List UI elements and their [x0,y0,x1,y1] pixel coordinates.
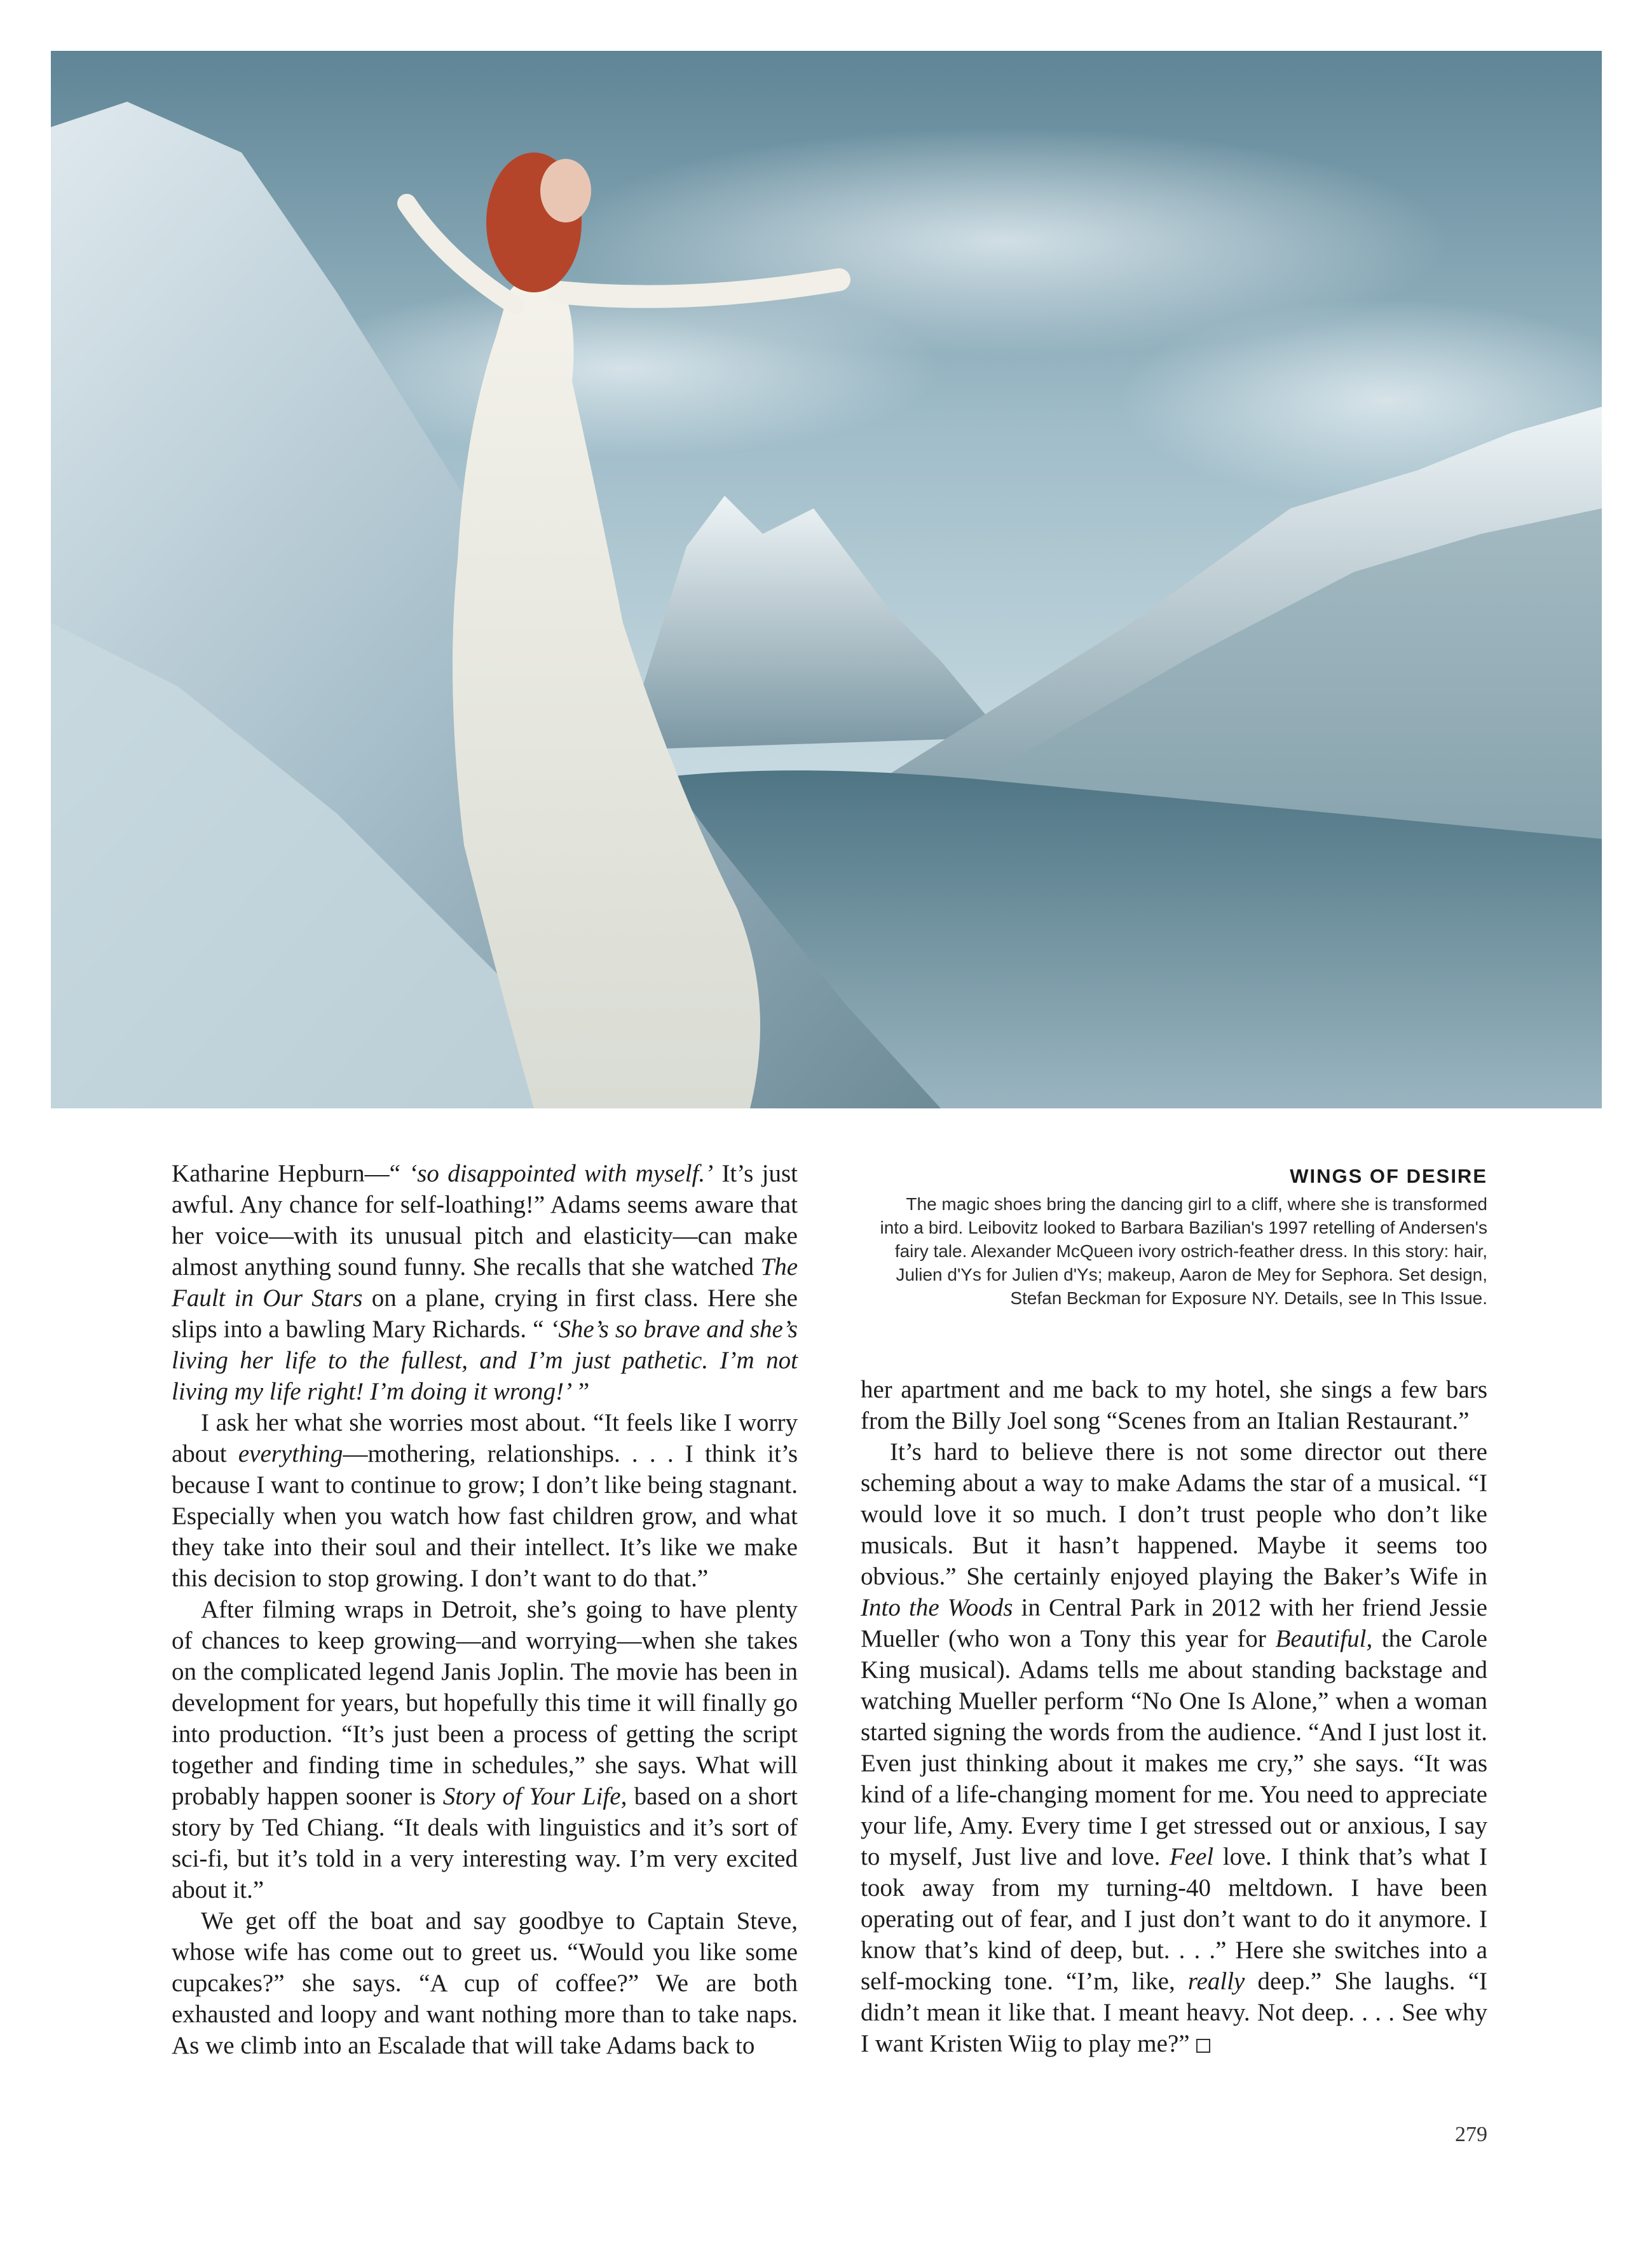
show-title: Beautiful, [1275,1625,1373,1652]
text-span: the Carole King musical). Adams tells me about standing backstage and watching Mueller perform “No One Is Alone,” when a woman started signing the words from the audience. “And I just lost it. Even just thinking about it makes me cry,” she says. “It was kind of a life-changing moment for me. You need to appreciate your life, Amy. Every time I get stressed out or anxious, I say to myself, Just live and love. [861,1625,1487,1870]
end-mark-icon [1196,2039,1210,2053]
text-span: love. I think that’s what I took away from my turning-40 meltdown. I have been operating out of fear, and I just don’t want to do it anymore. I know that’s kind of deep, but. . . .” Here she switches into a self-mocking tone. “I’m, like, [861,1843,1487,1995]
page-number: 279 [1455,2123,1487,2146]
show-title: Into the Woods [861,1594,1013,1621]
article-column-right [861,1374,1487,2059]
italic-word: really [1187,1968,1245,1995]
text-span: in Central Park in 2012 with her friend Jessie Mueller (who won a Tony this year for [861,1594,1487,1652]
text-span: ” [572,1378,590,1405]
italic-word: everything [238,1440,343,1467]
film-title: The Fault in Our Stars [172,1253,798,1312]
text-span: —mothering, relationships. . . . I think it’s because I want to continue to grow; I don’t like being stagnant. Especially when you watch how fast children grow, and what they take into their soul and their intellect. It’s like we make this decision to stop growing. I don’t want to do that.” [172,1440,798,1592]
text-span: I ask her what she worries most about. “It feels like I worry about [172,1409,798,1467]
photo-mountain-lake-illustration [51,51,1602,1108]
italic-quote: ‘so disappointed with myself.’ [409,1160,714,1187]
text-span: deep.” She laughs. “I didn’t mean it like that. I meant heavy. Not deep. . . . See why I want Kristen Wiig to play me?” [861,1968,1487,2057]
text-span: based on a short story by Ted Chiang. “It deals with linguistics and it’s sort of sci-fi, but it’s told in a very interesting way. I’m very excited about it.” [172,1783,798,1903]
italic-word: Feel [1169,1843,1214,1870]
feature-photo [51,51,1602,1108]
photo-caption [877,1163,1487,1310]
paragraph [172,1594,798,1905]
paragraph: her apartment and me back to my hotel, she sings a few bars from the Billy Joel song “Scenes from an Italian Restaurant.” [861,1376,1487,1434]
text-span: on a plane, crying in first class. Here she slips into a bawling Mary Richards. “ [172,1284,798,1343]
paragraph [172,1158,798,1407]
text-span: It’s hard to believe there is not some director out there scheming about a way to make Adams the star of a musical. “I would love it so much. I don’t trust people who don’t like musicals. But it hasn’t happened. Maybe it seems too obvious.” She certainly enjoyed playing the Baker’s Wife in [861,1438,1487,1590]
text-span: Katharine Hepburn—“ [172,1160,409,1187]
italic-quote: ‘She’s so brave and she’s living her life to the fullest, and I’m just pathetic. I’m not living my life right! I’m doing it wrong!’ [172,1316,798,1405]
paragraph [861,1436,1487,2059]
paragraph [172,1407,798,1594]
article-column-left [172,1158,798,2061]
caption-title: WINGS OF DESIRE [1290,1165,1487,1187]
text-span: It’s just awful. Any chance for self-loathing!” Adams seems aware that her voice—with its unusual pitch and elasticity—can make almost anything sound funny. She recalls that she watched [172,1160,798,1281]
text-span: After filming wraps in Detroit, she’s going to have plenty of chances to keep growing—and worrying—when she takes on the complicated legend Janis Joplin. The movie has been in development for years, but hopefully this time it will finally go into production. “It’s just been a process of getting the script together and finding time in schedules,” she says. What will probably happen sooner is [172,1596,798,1810]
caption-body: The magic shoes bring the dancing girl to a cliff, where she is transformed into a bird. Leibovitz looked to Barbara Bazilian's 1997 retelling of Andersen's fairy tale. Alexander McQueen ivory ostrich-feather dress. In this story: hair, Julien d'Ys for Julien d'Ys; makeup, Aaron de Mey for Sephora. Set design, Stefan Beckman for Exposure NY. Details, see In This Issue. [880,1194,1487,1308]
paragraph: We get off the boat and say goodbye to Captain Steve, whose wife has come out to greet us. “Would you like some cupcakes?” she says. “A cup of coffee?” We are both exhausted and loopy and want nothing more than to take naps. As we climb into an Escalade that will take Adams back to [172,1907,798,2059]
film-title: Story of Your Life, [442,1783,627,1810]
